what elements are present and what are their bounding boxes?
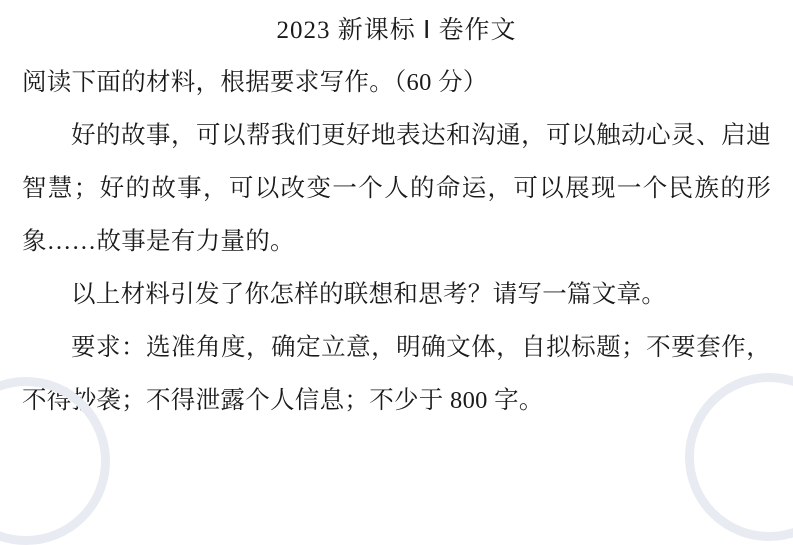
page-title: 2023 新课标 Ⅰ 卷作文 <box>276 17 517 44</box>
requirements-paragraph: 要求：选准角度，确定立意，明确文体，自拟标题；不要套作，不得抄袭；不得泄露个人信息；不少于 800 字。 <box>22 334 771 414</box>
material-paragraph: 好的故事，可以帮我们更好地表达和沟通，可以触动心灵、启迪智慧；好的故事，可以改变一个人的命运，可以展现一个民族的形象……故事是有力量的。 <box>22 122 771 255</box>
prompt-paragraph: 以上材料引发了你怎样的联想和思考？请写一篇文章。 <box>71 281 667 308</box>
instruction-line: 阅读下面的材料，根据要求写作。（60 分） <box>22 69 488 96</box>
